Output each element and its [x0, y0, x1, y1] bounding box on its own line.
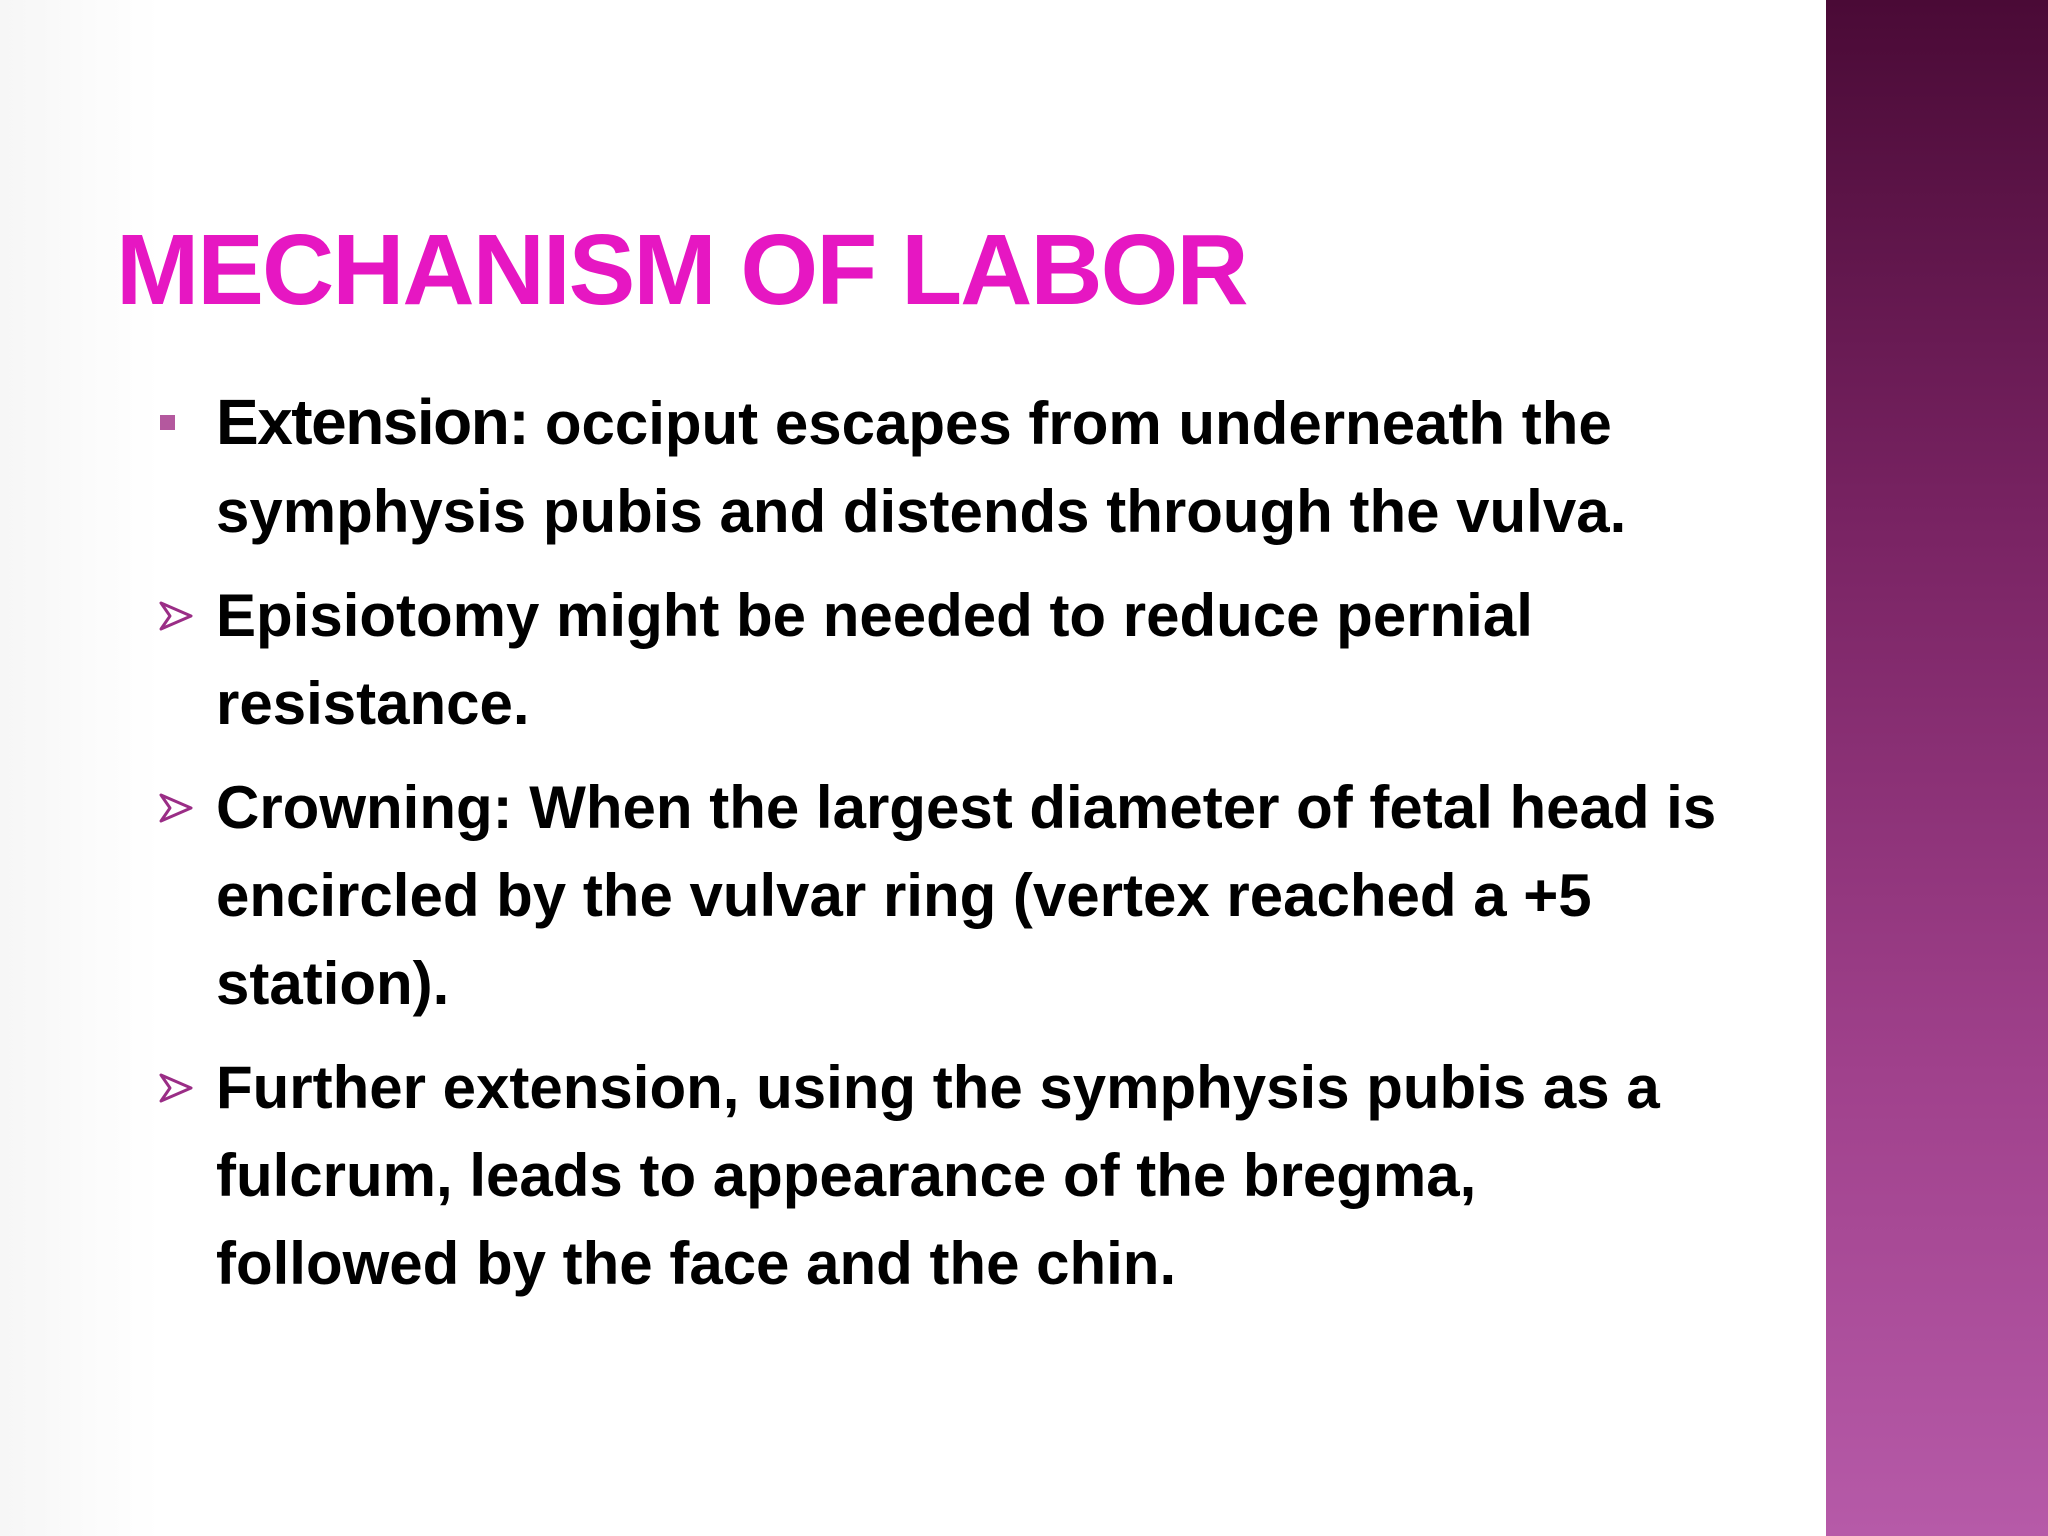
arrow-bullet-icon [158, 1073, 194, 1103]
bullet-list [154, 378, 1734, 1324]
bullet-item-further-extension [154, 1044, 1734, 1308]
bullet-item-episiotomy [154, 572, 1734, 748]
bullet-text: occiput escapes from underneath the symphysis pubis and distends through the vulva. [216, 390, 1627, 545]
bullet-item-crowning [154, 764, 1734, 1028]
arrow-bullet-icon [158, 601, 194, 631]
bullet-lead-term: Extension: [216, 386, 529, 458]
side-decoration-band [1826, 0, 2048, 1536]
bullet-text: Crowning: When the largest diameter of fetal head is encircled by the vulvar ring (vertex reached a +5 station). [216, 774, 1717, 1017]
slide-title: MECHANISM OF LABOR [116, 214, 1247, 326]
bullet-text: Further extension, using the symphysis pubis as a fulcrum, leads to appearance of the bregma, followed by the face and the chin. [216, 1054, 1660, 1297]
square-bullet-icon [154, 378, 194, 466]
bullet-text: Episiotomy might be needed to reduce pernial resistance. [216, 582, 1533, 737]
arrow-bullet-icon [158, 793, 194, 823]
bullet-item-extension [154, 378, 1734, 556]
